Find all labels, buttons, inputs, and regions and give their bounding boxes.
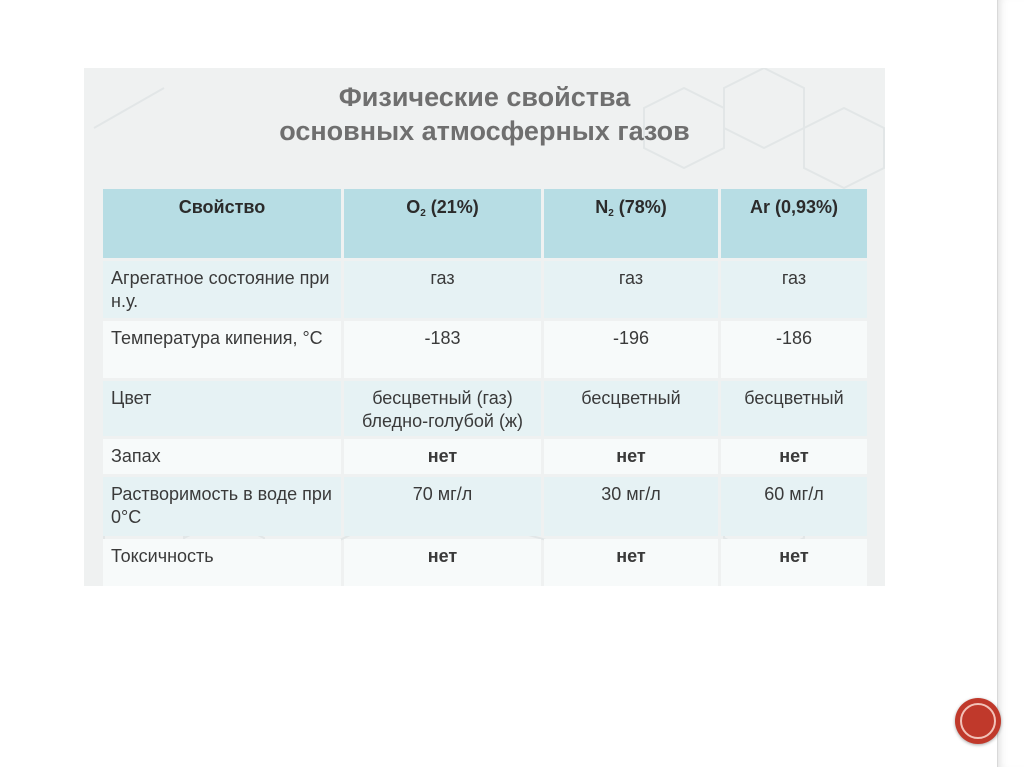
cell-n2: газ (544, 261, 718, 318)
header-n2-percent: (78%) (618, 197, 667, 217)
table-row (103, 261, 867, 318)
header-o2-percent: (21%) (430, 197, 479, 217)
cell-property: Агрегатное состояние при н.у. (103, 261, 341, 318)
header-n2 (544, 189, 718, 258)
cell-ar: -186 (721, 321, 867, 378)
cell-n2: нет (544, 539, 718, 586)
cell-ar: газ (721, 261, 867, 318)
cell-property: Растворимость в воде при 0°С (103, 477, 341, 536)
header-o2-subscript: 2 (420, 208, 426, 219)
cell-ar: 60 мг/л (721, 477, 867, 536)
header-o2-symbol: O (406, 197, 421, 217)
cell-n2: нет (544, 439, 718, 474)
cell-o2-line2: бледно-голубой (ж) (362, 411, 523, 431)
cell-property: Температура кипения, °С (103, 321, 341, 378)
cell-property: Цвет (103, 381, 341, 436)
cell-n2: бесцветный (544, 381, 718, 436)
cell-n2: 30 мг/л (544, 477, 718, 536)
cell-o2 (344, 381, 541, 436)
slide-frame-edge (997, 0, 1024, 767)
gas-properties-table (100, 186, 870, 586)
cell-ar: нет (721, 439, 867, 474)
cell-o2: -183 (344, 321, 541, 378)
cell-o2: 70 мг/л (344, 477, 541, 536)
header-property: Свойство (103, 189, 341, 258)
table-row (103, 439, 867, 474)
table-row (103, 321, 867, 378)
header-n2-subscript: 2 (608, 208, 614, 219)
header-ar: Ar (0,93%) (721, 189, 867, 258)
cell-n2: -196 (544, 321, 718, 378)
slide-nav-circle-icon[interactable] (955, 698, 1001, 744)
slide-image (84, 68, 885, 586)
slide-title-line2: основных атмосферных газов (279, 116, 690, 146)
cell-ar: бесцветный (721, 381, 867, 436)
table-row (103, 539, 867, 586)
cell-o2-line1: бесцветный (газ) (372, 388, 513, 408)
table-row (103, 477, 867, 536)
cell-o2: нет (344, 439, 541, 474)
table-header-row (103, 189, 867, 258)
cell-ar: нет (721, 539, 867, 586)
cell-property: Токсичность (103, 539, 341, 586)
slide-title-line1: Физические свойства (338, 82, 631, 112)
cell-property: Запах (103, 439, 341, 474)
cell-o2: нет (344, 539, 541, 586)
cell-o2: газ (344, 261, 541, 318)
header-o2 (344, 189, 541, 258)
table-row (103, 381, 867, 436)
header-n2-symbol: N (595, 197, 609, 217)
slide-title (84, 80, 885, 148)
